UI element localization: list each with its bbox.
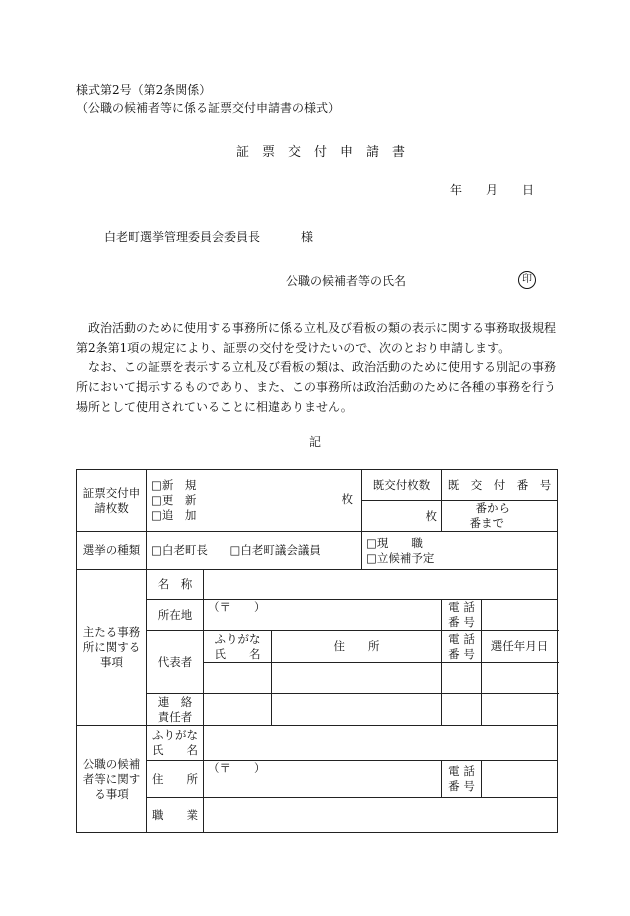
issued-count-label: 既交付枚数 bbox=[362, 470, 442, 501]
form-number: 様式第2号（第2条関係） bbox=[76, 83, 212, 97]
rep-date-header: 選任年月日 bbox=[482, 631, 558, 663]
candidate-address-label: 住 所 bbox=[147, 761, 204, 798]
checkbox-new[interactable]: □新 規 bbox=[151, 478, 197, 492]
date-line: 年 月 日 bbox=[450, 183, 535, 197]
rep-name-input[interactable] bbox=[204, 663, 272, 694]
rep-phone-header: 電 話 番 号 bbox=[442, 631, 482, 663]
applicant-label: 公職の候補者等の氏名 bbox=[286, 274, 407, 288]
office-name-label: 名 称 bbox=[147, 570, 204, 600]
contact-person-label: 連 絡 責任者 bbox=[147, 694, 204, 726]
paragraph-1: 政治活動のために使用する事務所に係る立札及び看板の類の表示に関する事務取扱規程第2条第1項の規定により、証票の交付を受けたいので、次のとおり申請します。 bbox=[76, 321, 557, 355]
request-count-label: 証票交付申請枚数 bbox=[77, 470, 147, 532]
checkbox-incumbent[interactable]: □現 職 bbox=[366, 535, 423, 550]
page-title: 証 票 交 付 申 請 書 bbox=[236, 145, 406, 160]
office-phone-label: 電 話 番 号 bbox=[442, 600, 482, 631]
status-cell bbox=[362, 532, 558, 570]
issued-number-range[interactable]: 番から 番まで bbox=[442, 501, 558, 532]
candidate-name-input[interactable] bbox=[204, 726, 558, 761]
request-type-cell bbox=[147, 470, 362, 532]
mai-unit: 枚 bbox=[341, 492, 353, 506]
office-phone-input[interactable] bbox=[482, 600, 558, 631]
election-type-label: 選挙の種類 bbox=[77, 532, 147, 570]
issued-count-input[interactable]: 枚 bbox=[362, 501, 442, 532]
election-type-cell bbox=[147, 532, 362, 570]
contact-phone-input[interactable] bbox=[442, 694, 482, 726]
checkbox-candidate-planned[interactable]: □立候補予定 bbox=[366, 550, 435, 565]
candidate-phone-label: 電 話 番 号 bbox=[442, 761, 482, 798]
issued-number-label: 既 交 付 番 号 bbox=[442, 470, 558, 501]
checkbox-mayor[interactable]: □白老町長 bbox=[151, 543, 208, 557]
addressee-honorific: 様 bbox=[301, 230, 314, 244]
ki-label: 記 bbox=[309, 435, 322, 449]
checkbox-add[interactable]: □追 加 bbox=[151, 508, 197, 522]
candidate-phone-input[interactable] bbox=[482, 761, 558, 798]
checkbox-renew[interactable]: □更 新 bbox=[151, 493, 197, 507]
office-section-label: 主たる事務所に関する事項 bbox=[77, 570, 147, 726]
candidate-section-label: 公職の候補者等に関する事項 bbox=[77, 726, 147, 833]
form-subtitle: （公職の候補者等に係る証票交付申請書の様式） bbox=[76, 101, 341, 115]
candidate-name-label: ふりがな 氏 名 bbox=[147, 726, 204, 761]
occupation-label: 職 業 bbox=[147, 798, 204, 833]
contact-name-input[interactable] bbox=[204, 694, 272, 726]
contact-date-input[interactable] bbox=[482, 694, 558, 726]
seal-mark: 印 bbox=[518, 271, 536, 289]
rep-name-header: ふりがな 氏 名 bbox=[204, 631, 272, 663]
rep-date-input[interactable] bbox=[482, 663, 558, 694]
office-address-input[interactable]: （〒 ） bbox=[204, 600, 442, 631]
representative-label: 代表者 bbox=[147, 631, 204, 694]
contact-address-input[interactable] bbox=[272, 694, 442, 726]
rep-address-header: 住 所 bbox=[272, 631, 442, 663]
paragraph-2: なお、この証票を表示する立札及び看板の類は、政治活動のために使用する別記の事務所において掲示するものであり、また、この事務所は政治活動のために各種の事務を行う場所として使用されていることに相違ありません。 bbox=[76, 360, 557, 414]
occupation-input[interactable] bbox=[204, 798, 558, 833]
office-name-input[interactable] bbox=[204, 570, 558, 600]
addressee-name: 白老町選挙管理委員会委員長 bbox=[104, 230, 261, 244]
rep-phone-input[interactable] bbox=[442, 663, 482, 694]
candidate-address-input[interactable]: （〒 ） bbox=[204, 761, 442, 798]
checkbox-council[interactable]: □白老町議会議員 bbox=[229, 543, 321, 557]
rep-address-input[interactable] bbox=[272, 663, 442, 694]
application-table bbox=[76, 469, 558, 833]
office-address-label: 所在地 bbox=[147, 600, 204, 631]
